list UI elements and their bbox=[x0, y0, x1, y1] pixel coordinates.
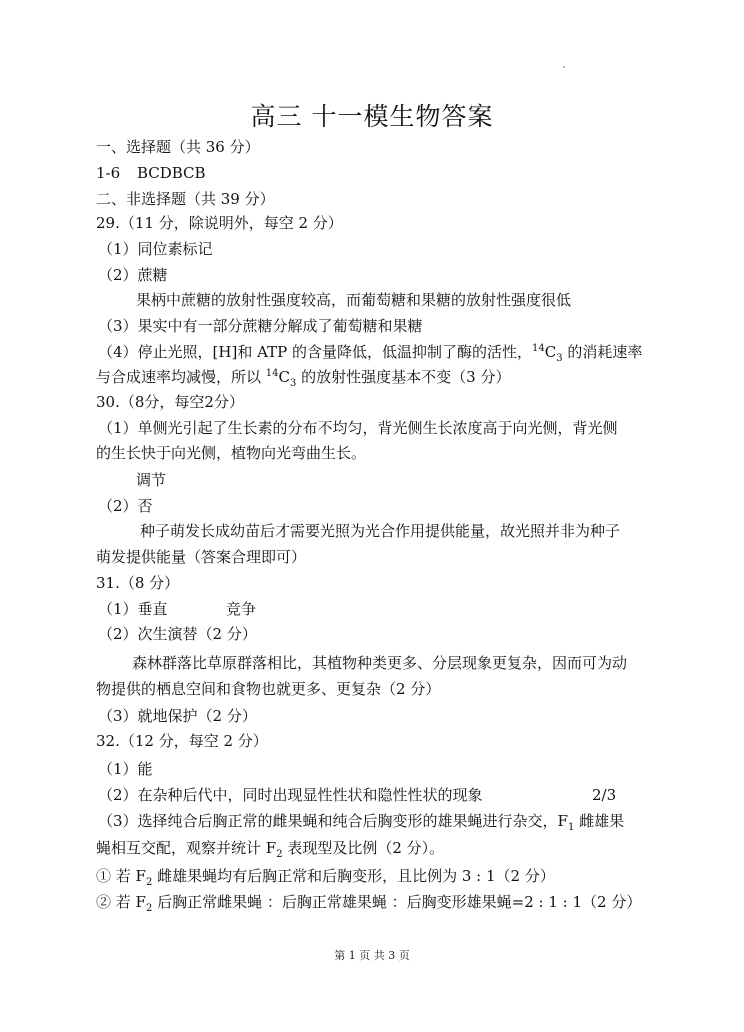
q31-answer-2-line2: 物提供的栖息空间和食物也就更多、更复杂（2 分） bbox=[96, 680, 441, 698]
q32-case-2: ② 若 $F_2$ 后胸正常雌果蝇 ：后胸正常雄果蝇 ：后胸变形雄果蝇=2 : 1 : 1（2 分） bbox=[96, 893, 642, 914]
q32-answer-2: （2）在杂种后代中，同时出现显性性状和隐性性状的现象 bbox=[98, 786, 483, 804]
q32-case-1: ① 若 $F_2$ 雌雄果蝇均有后胸正常和后胸变形，且比例为 3 : 1（2 分） bbox=[96, 867, 555, 888]
q29-answer-4-line1: （4）停止光照，[H]和 ATP 的含量降低，低温抑制了酶的活性，$^{14}C_3$ 的消耗速率 bbox=[98, 343, 643, 364]
q29-answer-4-line2: 与合成速率均减慢，所以 $^{14}C_3$ 的放射性强度基本不变（3 分） bbox=[96, 368, 511, 389]
q30-answer-extra: 调节 bbox=[136, 471, 167, 489]
page-title: 高三 十一模生物答案 bbox=[250, 102, 494, 131]
q31-answer-1: （1）垂直 bbox=[98, 600, 168, 618]
q31-answer-3: （3）就地保护（2 分） bbox=[98, 707, 257, 725]
q29-answer-3: （3）果实中有一部分蔗糖分解成了葡萄糖和果糖 bbox=[98, 317, 423, 335]
q31-answer-2-line1: 森林群落比草原群落相比，其植物种类更多、分层现象更复杂，因而可为动 bbox=[132, 654, 628, 672]
q32-answer-1: （1）能 bbox=[98, 760, 153, 778]
q29-header: 29.（11 分，除说明外，每空 2 分） bbox=[96, 214, 343, 232]
page-footer: 第 1 页 共 3 页 bbox=[334, 949, 410, 962]
q32-header: 32.（12 分，每空 2 分） bbox=[96, 732, 268, 750]
q30-answer-2-line2: 萌发提供能量（答案合理即可） bbox=[96, 548, 307, 566]
q30-answer-2-line1: 种子萌发长成幼苗后才需要光照为光合作用提供能量，故光照并非为种子 bbox=[140, 522, 621, 540]
choice-range: 1-6 bbox=[96, 164, 121, 182]
q30-answer-2: （2）否 bbox=[98, 497, 153, 515]
choice-answers bbox=[96, 163, 206, 183]
q30-header: 30.（8分，每空2分） bbox=[96, 393, 244, 411]
q32-answer-2b: 2/3 bbox=[592, 786, 617, 804]
q30-answer-1-line1: （1）单侧光引起了生长素的分布不均匀，背光侧生长浓度高于向光侧，背光侧 bbox=[98, 419, 618, 437]
q31-answer-2: （2）次生演替（2 分） bbox=[98, 625, 257, 643]
q29-answer-1: （1）同位素标记 bbox=[98, 240, 213, 258]
q29-answer-2: （2）蔗糖 bbox=[98, 266, 168, 284]
q29-answer-2-detail: 果柄中蔗糖的放射性强度较高，而葡萄糖和果糖的放射性强度很低 bbox=[136, 291, 572, 309]
q32-answer-3-line2: 蝇相互交配，观察并统计 $F_2$ 表现型及比例（2 分）。 bbox=[96, 839, 445, 860]
section-2-header: 二、非选择题（共 39 分） bbox=[96, 190, 275, 208]
choice-letters: BCDBCB bbox=[136, 164, 206, 182]
q30-answer-1-line2: 的生长快于向光侧，植物向光弯曲生长。 bbox=[96, 444, 367, 462]
q31-answer-1b: 竞争 bbox=[226, 600, 257, 618]
section-1-header: 一、选择题（共 36 分） bbox=[96, 138, 260, 156]
speck-mark bbox=[563, 66, 565, 68]
q31-header: 31.（8 分） bbox=[96, 574, 180, 592]
q32-answer-3-line1: （3）选择纯合后胸正常的雌果蝇和纯合后胸变形的雄果蝇进行杂交，$F_1$ 雌雄果 bbox=[98, 812, 625, 833]
